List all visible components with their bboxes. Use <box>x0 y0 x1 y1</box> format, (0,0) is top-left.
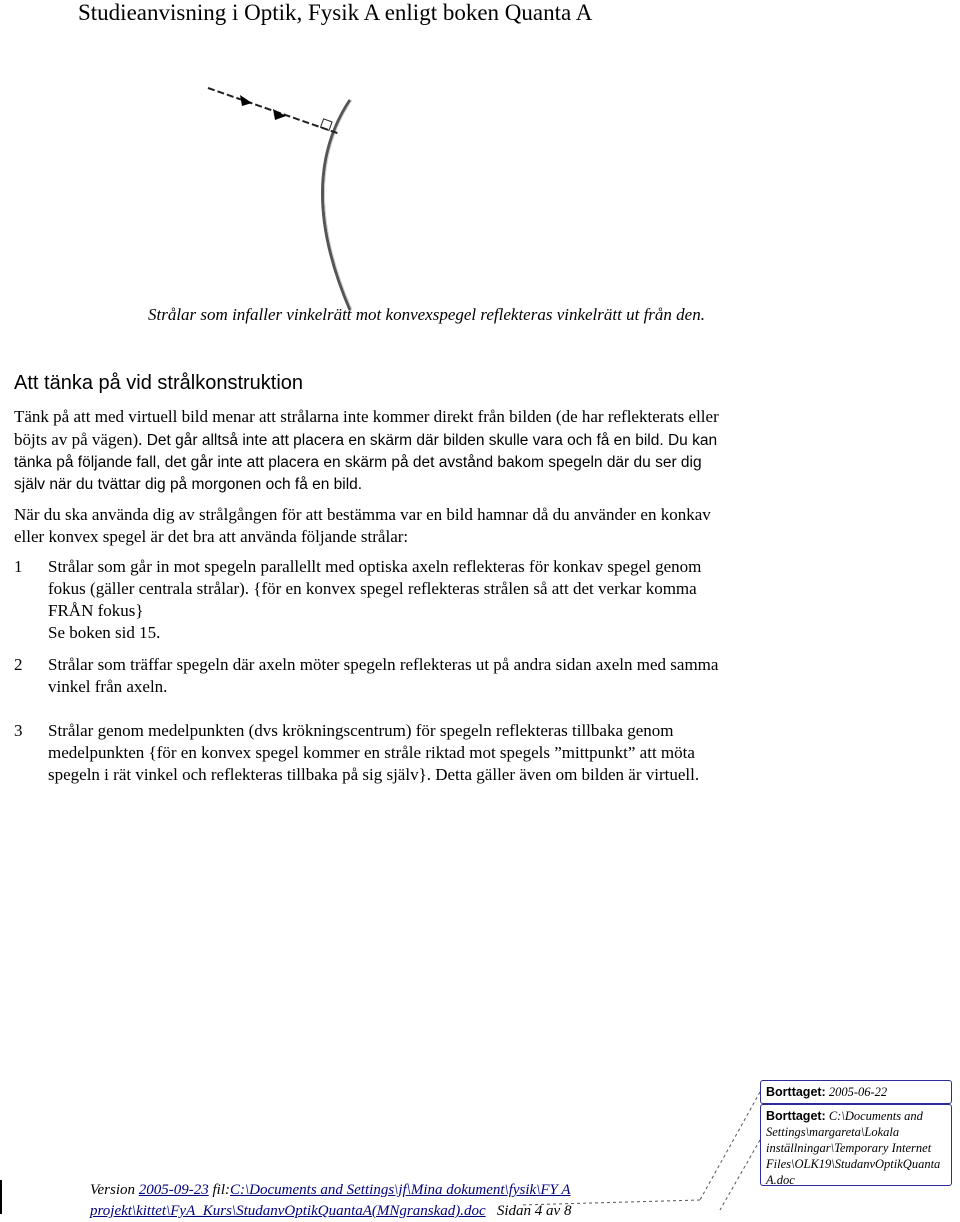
comment-label: Borttaget: <box>766 1085 826 1099</box>
section-heading: Att tänka på vid strålkonstruktion <box>14 372 304 394</box>
page-header-title: Studieanvisning i Optik, Fysik A enligt boken Quanta A <box>78 0 593 25</box>
list-item-text: Strålar som går in mot spegeln parallellt med optiska axeln reflekteras för konkav spegel genom fokus (gäller centrala strålar). {för en konvex spegel reflekteras strålen så att det verkar komma FRÅN fokus} <box>48 557 702 620</box>
revision-comment[interactable] <box>760 1104 952 1186</box>
footer-file-path: C:\Documents and Settings\jf\Mina dokument\fysik\FY A projekt\kittet\FyA_Kurs\StudanvOptikQuantaA(MNgranskad).doc <box>90 1182 571 1219</box>
list-item-number: 2 <box>14 655 23 674</box>
para1-part-c: Du kan tänka på följande fall, det går inte att placera en skärm på det avstånd bakom spegeln där du ser dig själv när du tvättar dig på morgonen och få en bild. <box>14 432 718 493</box>
footer-page-number: Sidan 4 av 8 <box>496 1203 572 1219</box>
list-item-number: 3 <box>14 721 23 740</box>
footer-version-label: Version <box>90 1182 139 1198</box>
paragraph-ray-intro: När du ska använda dig av strålgången för att bestämma var en bild hamnar då du använder en konkav eller konvex spegel är det bra att använda följande strålar: <box>14 505 711 546</box>
footer-version-date: 2005-09-23 <box>138 1182 209 1198</box>
para1-part-a: Tänk på att med virtuell bild menar att strålarna inte kommer direkt från bilden (de har reflekterats eller böjts av på vägen). <box>14 407 719 449</box>
list-item-text: Strålar genom medelpunkten (dvs krökningscentrum) för spegeln reflekteras tillbaka genom medelpunkten {för en konvex spegel kommer en stråle riktad mot spegels ”mittpunkt” att möta spegeln i rät vinkel och reflekteras tillbaka på sig själv}. Detta gäller även om bilden är virtuell. <box>48 721 700 784</box>
footer-file-label: fil: <box>208 1182 230 1198</box>
para1-part-b: Det går alltså inte att placera en skärm där bilden skulle vara och få en bild. <box>142 432 664 449</box>
list-item-text: Strålar som träffar spegeln där axeln möter spegeln reflekteras ut på andra sidan axeln med samma vinkel från axeln. <box>48 655 719 696</box>
comment-value: C:\Documents and Settings\margareta\Lokala inställningar\Temporary Internet Files\OLK19\StudanvOptikQuanta A.doc <box>766 1109 941 1187</box>
list-item-extra: Se boken sid 15. <box>48 623 161 642</box>
figure-caption: Strålar som infaller vinkelrätt mot konvexspegel reflekteras vinkelrätt ut från den. <box>148 305 705 324</box>
revision-comment[interactable] <box>760 1080 952 1104</box>
list-item-number: 1 <box>14 557 23 576</box>
comment-value: 2005-06-22 <box>828 1085 888 1099</box>
comment-label: Borttaget: <box>766 1109 826 1123</box>
